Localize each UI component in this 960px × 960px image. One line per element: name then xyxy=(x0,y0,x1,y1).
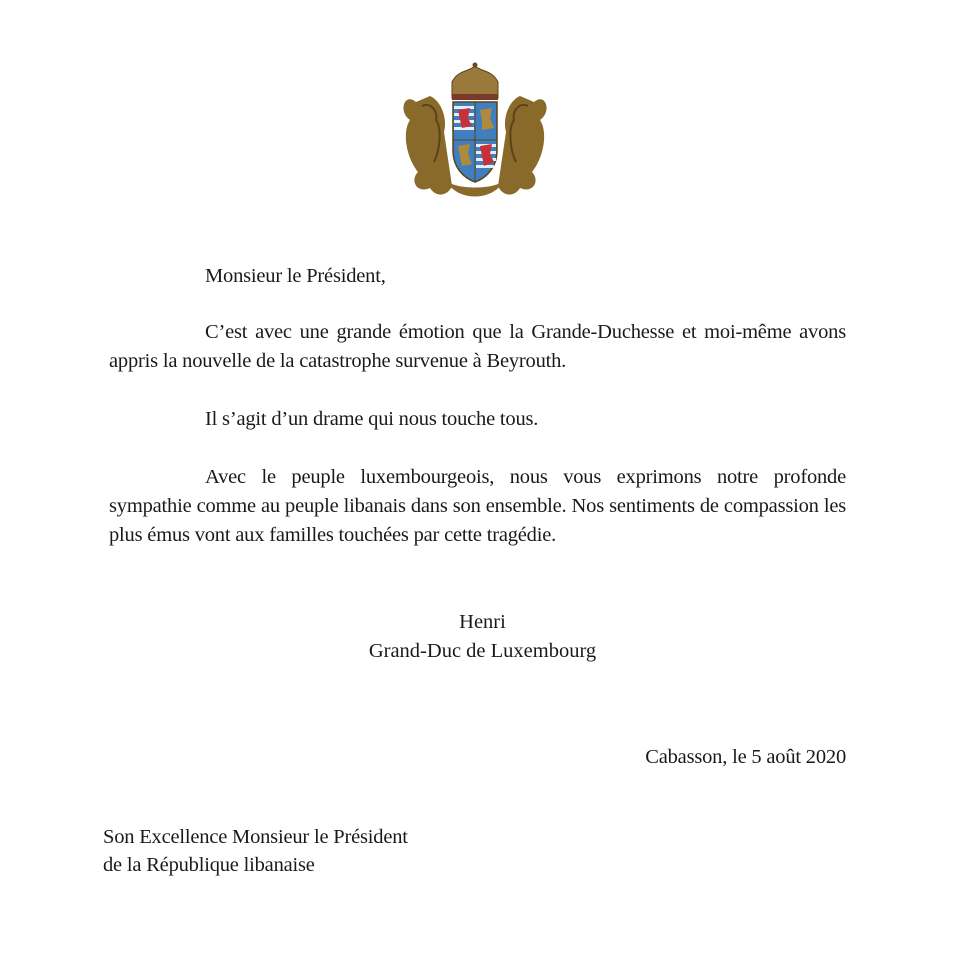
paragraph-2-text: Il s’agit d’un drame qui nous touche tous. xyxy=(205,408,539,430)
coat-of-arms-icon xyxy=(396,62,554,204)
paragraph-3 xyxy=(109,463,846,550)
recipient-line-1: Son Excellence Monsieur le Président xyxy=(103,826,408,848)
recipient-line-2: de la République libanaise xyxy=(103,854,315,876)
signature-title: Grand-Duc de Luxembourg xyxy=(368,640,597,662)
signature-name: Henri xyxy=(459,611,506,633)
paragraph-2 xyxy=(109,405,846,434)
place-date: Cabasson, le 5 août 2020 xyxy=(645,746,846,768)
paragraph-1 xyxy=(109,318,846,376)
paragraph-1-text: C’est avec une grande émotion que la Grande-Duchesse et moi-même avons appris la nouvelle de la catastrophe survenue à Beyrouth. xyxy=(109,321,846,372)
salutation: Monsieur le Président, xyxy=(205,265,386,287)
paragraph-3-text: Avec le peuple luxembourgeois, nous vous exprimons notre profonde sympathie comme au peuple libanais dans son ensemble. Nos sentiments de compassion les plus émus vont aux familles touchées par cette tragédie. xyxy=(109,466,846,546)
